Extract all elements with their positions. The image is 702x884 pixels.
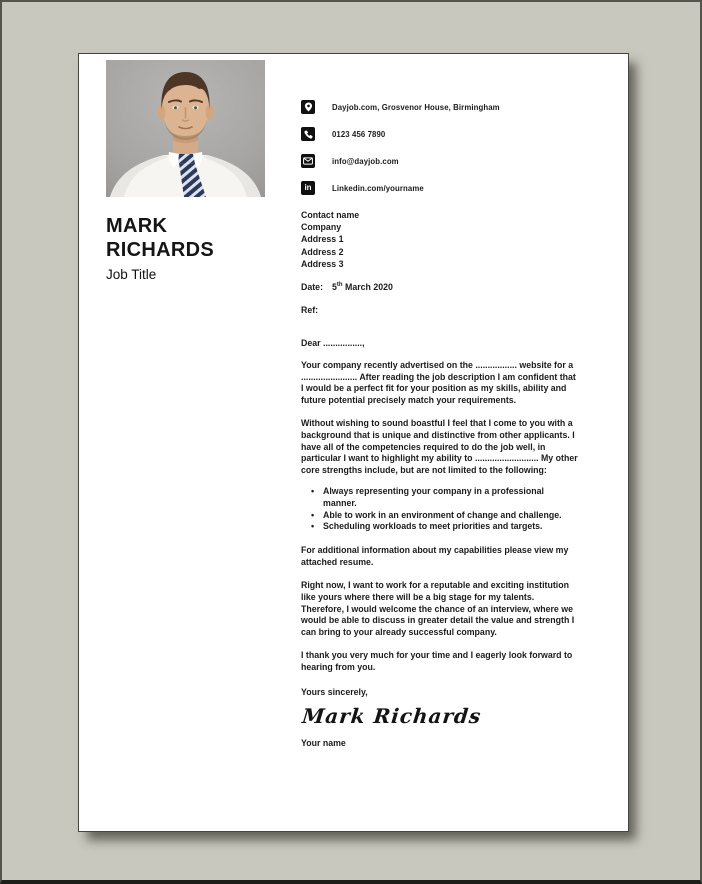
paragraph-resume: For additional information about my capabilities please view my attached resume. bbox=[301, 545, 569, 567]
date-line bbox=[301, 282, 579, 292]
bullet-item: • Always representing your company in a professional manner. bbox=[323, 486, 579, 509]
paragraph-thanks: I thank you very much for your time and I eagerly look forward to hearing from you. bbox=[301, 650, 573, 672]
paragraph-interview: Right now, I want to work for a reputable and exciting institution like yours where there will be a big stage for my talents. Therefore, I would welcome the chance of an interview, where we would be able to discuss in greater detail the value and strength I can bring to your already successful company. bbox=[301, 580, 575, 637]
strengths-bullet-list bbox=[301, 486, 579, 533]
ref-line: Ref: bbox=[301, 305, 319, 316]
contact-row-linkedin bbox=[301, 181, 579, 195]
name-block bbox=[106, 214, 214, 282]
name-last: RICHARDS bbox=[106, 239, 214, 261]
name-first: MARK bbox=[106, 215, 168, 237]
contact-row-address bbox=[301, 100, 579, 114]
recipient-address-2: Address 2 bbox=[301, 246, 344, 257]
recipient-address-3: Address 3 bbox=[301, 258, 344, 269]
recipient-contact-name: Contact name bbox=[301, 210, 360, 220]
date-label: Date: bbox=[301, 282, 323, 293]
bullet-item: • Able to work in an environment of change and challenge. bbox=[323, 510, 579, 522]
contact-linkedin-text: Linkedin.com/yourname bbox=[332, 183, 424, 193]
recipient-block bbox=[301, 209, 579, 270]
contact-address-text: Dayjob.com, Grosvenor House, Birmingham bbox=[332, 102, 500, 112]
handwritten-signature: Mark Richards bbox=[301, 703, 483, 728]
signature-name-label: Your name bbox=[301, 737, 346, 748]
portrait-illustration bbox=[106, 60, 265, 197]
location-pin-icon bbox=[301, 100, 315, 114]
job-title: Job Title bbox=[106, 267, 157, 282]
paragraph-strengths: Without wishing to sound boastful I feel that I come to you with a background that is unique and distinctive from other applicants. I have all of the competencies required to do the job well, in particular I want to highlight my ability to .......................... My other core strengths include, but are not limited to the following: bbox=[301, 418, 578, 475]
phone-icon bbox=[301, 127, 315, 141]
letter-page bbox=[78, 53, 629, 832]
contact-email-text: info@dayjob.com bbox=[332, 156, 399, 166]
paragraph-intro: Your company recently advertised on the ................. website for a ....................... After reading the job description I am confident that I would be a perfect fit for your position as my skills, ability and future potential precisely match your requirements. bbox=[301, 360, 576, 405]
contact-row-phone bbox=[301, 127, 579, 141]
salutation: Dear ................, bbox=[301, 338, 365, 349]
valediction: Yours sincerely, bbox=[301, 686, 368, 697]
linkedin-icon: in bbox=[301, 181, 315, 195]
contact-row-email bbox=[301, 154, 579, 168]
email-icon bbox=[301, 154, 315, 168]
recipient-company: Company bbox=[301, 222, 342, 233]
date-value: 5th March 2020 bbox=[332, 282, 393, 293]
contact-phone-text: 0123 456 7890 bbox=[332, 129, 386, 139]
recipient-address-1: Address 1 bbox=[301, 234, 344, 245]
bullet-item: • Scheduling workloads to meet priorities and targets. bbox=[323, 521, 579, 533]
portrait-photo bbox=[106, 60, 265, 197]
letter-body-column bbox=[301, 100, 579, 748]
